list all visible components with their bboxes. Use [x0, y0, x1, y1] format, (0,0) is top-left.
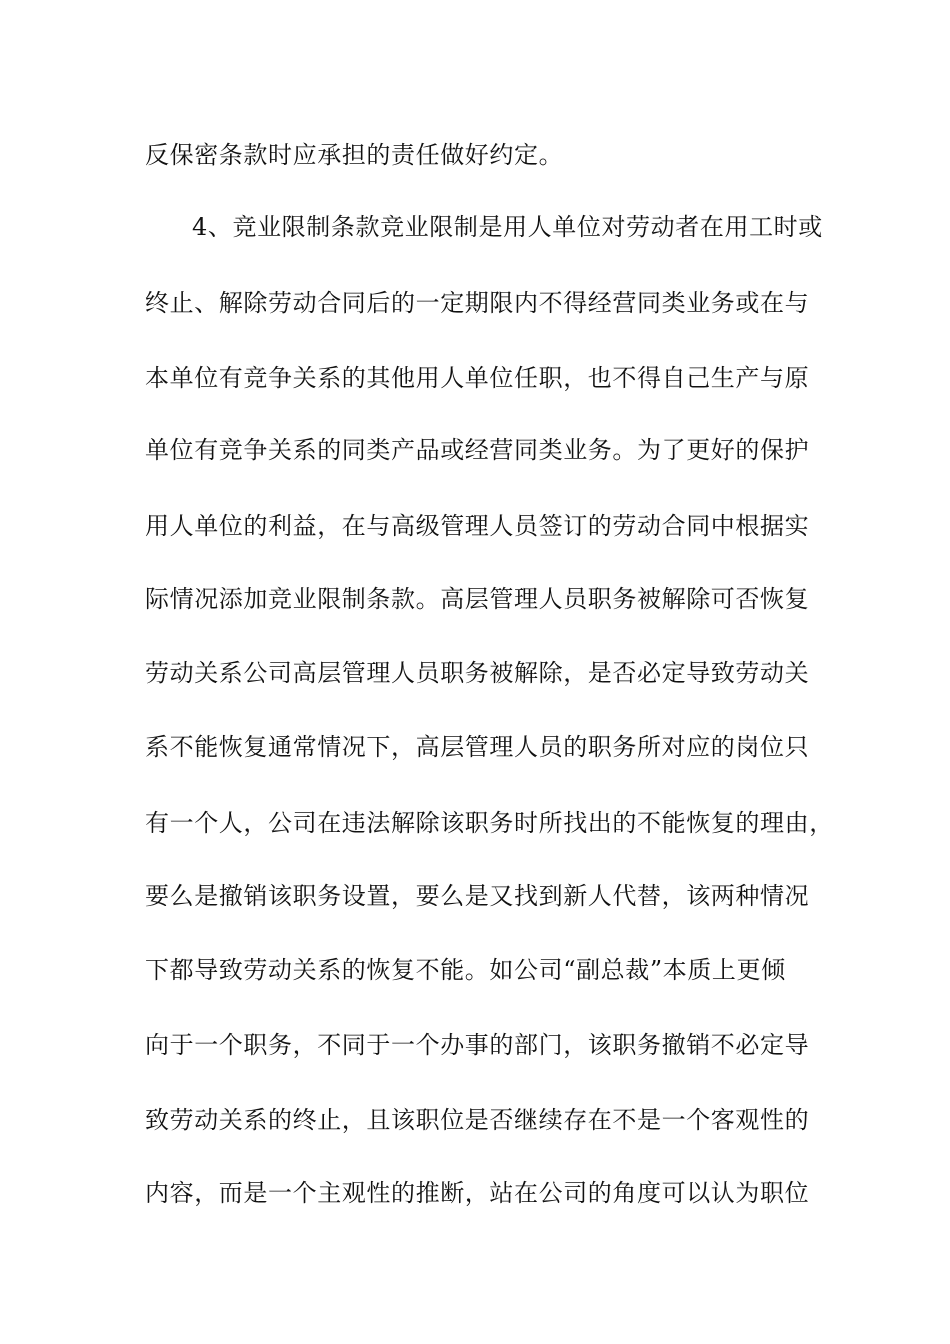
- text-line-7: 际情况添加竞业限制条款。高层管理人员职务被解除可否恢复: [145, 585, 810, 613]
- text-line-1: 反保密条款时应承担的责任做好约定。: [145, 141, 564, 169]
- text-line-4: 本单位有竞争关系的其他用人单位任职，也不得自己生产与原: [145, 364, 810, 392]
- text-line-13: 向于一个职务，不同于一个办事的部门，该职务撤销不必定导: [145, 1031, 810, 1059]
- text-line-6: 用人单位的利益，在与高级管理人员签订的劳动合同中根据实: [145, 512, 810, 540]
- text-line-15: 内容，而是一个主观性的推断，站在公司的角度可以认为职位: [145, 1179, 810, 1207]
- text-line-8: 劳动关系公司高层管理人员职务被解除，是否必定导致劳动关: [145, 659, 810, 687]
- text-line-2: 4、竞业限制条款竞业限制是用人单位对劳动者在用工时或: [192, 213, 823, 241]
- text-line-14: 致劳动关系的终止，且该职位是否继续存在不是一个客观性的: [145, 1106, 810, 1134]
- text-line-3: 终止、解除劳动合同后的一定期限内不得经营同类业务或在与: [145, 289, 810, 317]
- text-line-9: 系不能恢复通常情况下，高层管理人员的职务所对应的岗位只: [145, 733, 810, 761]
- text-line-10: 有一个人，公司在违法解除该职务时所找出的不能恢复的理由，: [145, 809, 834, 837]
- text-line-5: 单位有竞争关系的同类产品或经营同类业务。为了更好的保护: [145, 436, 810, 464]
- text-line-11: 要么是撤销该职务设置，要么是又找到新人代替，该两种情况: [145, 882, 810, 910]
- text-line-12: 下都导致劳动关系的恢复不能。如公司“副总裁”本质上更倾: [145, 956, 786, 984]
